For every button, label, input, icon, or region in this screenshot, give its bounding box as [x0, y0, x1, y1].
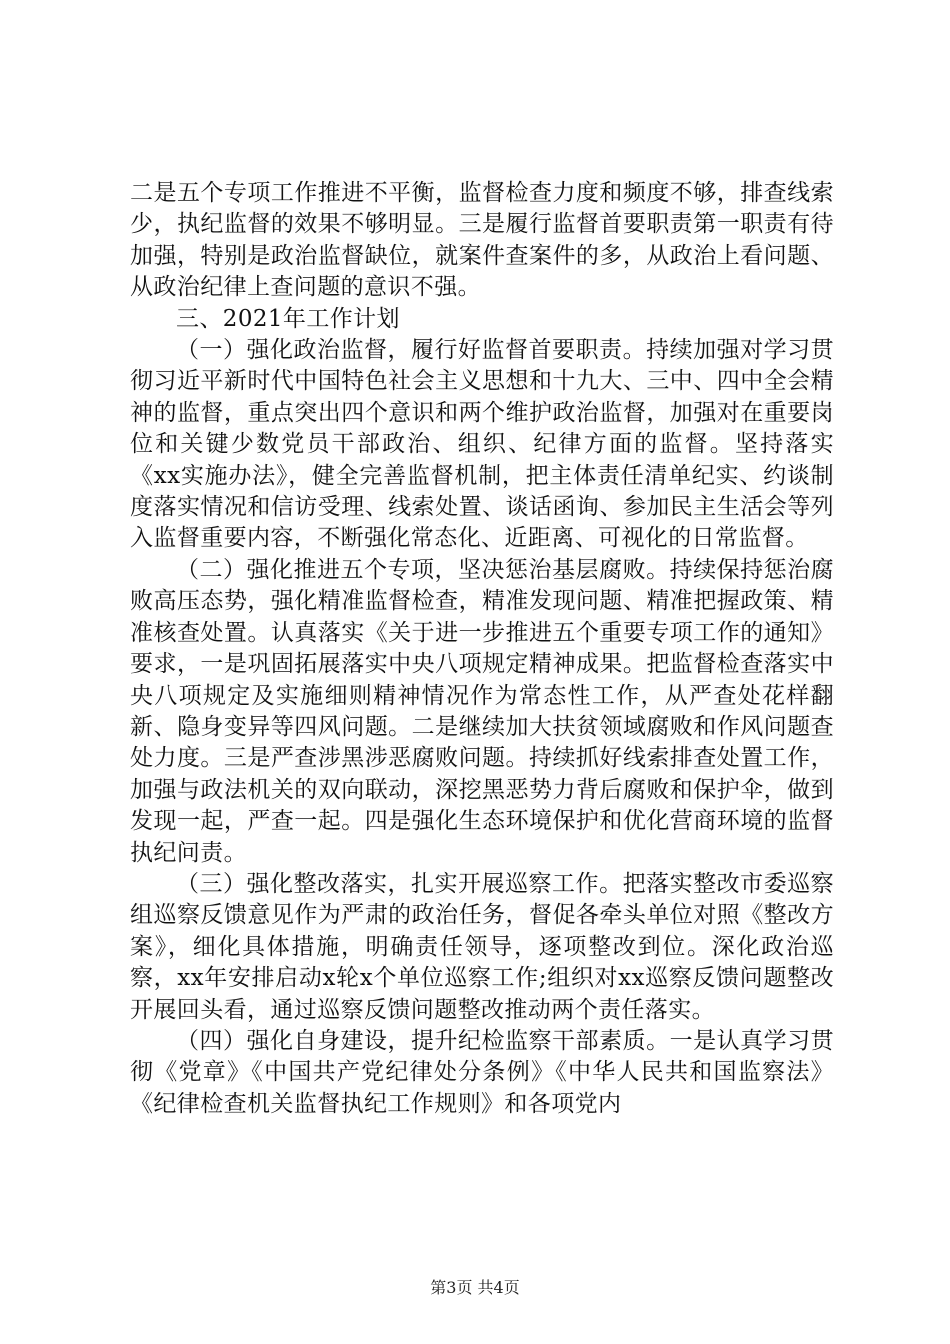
document-body — [130, 178, 834, 1120]
paragraph-plan-1: （一）强化政治监督，履行好监督首要职责。持续加强对学习贯彻习近平新时代中国特色社会主义思想和十九大、三中、四中全会精神的监督，重点突出四个意识和两个维护政治监督，加强对在重要岗位和关键少数党员干部政治、组织、纪律方面的监督。坚持落实《xx实施办法》，健全完善监督机制，把主体责任清单纪实、约谈制度落实情况和信访受理、线索处置、谈话函询、参加民主生活会等列入监督重要内容，不断强化常态化、近距离、可视化的日常监督。 — [130, 337, 834, 552]
paragraph-plan-4: （四）强化自身建设，提升纪检监察干部素质。一是认真学习贯彻《党章》《中国共产党纪律处分条例》《中华人民共和国监察法》《纪律检查机关监督执纪工作规则》和各项党内 — [130, 1027, 834, 1117]
paragraph-plan-2: （二）强化推进五个专项，坚决惩治基层腐败。持续保持惩治腐败高压态势，强化精准监督检查，精准发现问题、精准把握政策、精准核查处置。认真落实《关于进一步推进五个重要专项工作的通知》要求，一是巩固拓展落实中央八项规定精神成果。把监督检查落实中央八项规定及实施细则精神情况作为常态性工作，从严查处花样翻新、隐身变异等四风问题。二是继续加大扶贫领域腐败和作风问题查处力度。三是严查涉黑涉恶腐败问题。持续抓好线索排查处置工作，加强与政法机关的双向联动，深挖黑恶势力背后腐败和保护伞，做到发现一起，严查一起。四是强化生态环境保护和优化营商环境的监督执纪问责。 — [130, 556, 834, 866]
section-heading: 三、2021年工作计划 — [176, 305, 400, 332]
page-footer: 第3页 共4页 — [430, 1278, 520, 1297]
paragraph-plan-3: （三）强化整改落实，扎实开展巡察工作。把落实整改市委巡察组巡察反馈意见作为严肃的政治任务，督促各牵头单位对照《整改方案》，细化具体措施，明确责任领导，逐项整改到位。深化政治巡察，xx年安排启动x轮x个单位巡察工作;组织对xx巡察反馈问题整改开展回头看，通过巡察反馈问题整改推动两个责任落实。 — [130, 870, 834, 1023]
paragraph-continuation: 二是五个专项工作推进不平衡，监督检查力度和频度不够，排查线索少，执纪监督的效果不够明显。三是履行监督首要职责第一职责有待加强，特别是政治监督缺位，就案件查案件的多，从政治上看问题、从政治纪律上查问题的意识不强。 — [130, 180, 834, 301]
